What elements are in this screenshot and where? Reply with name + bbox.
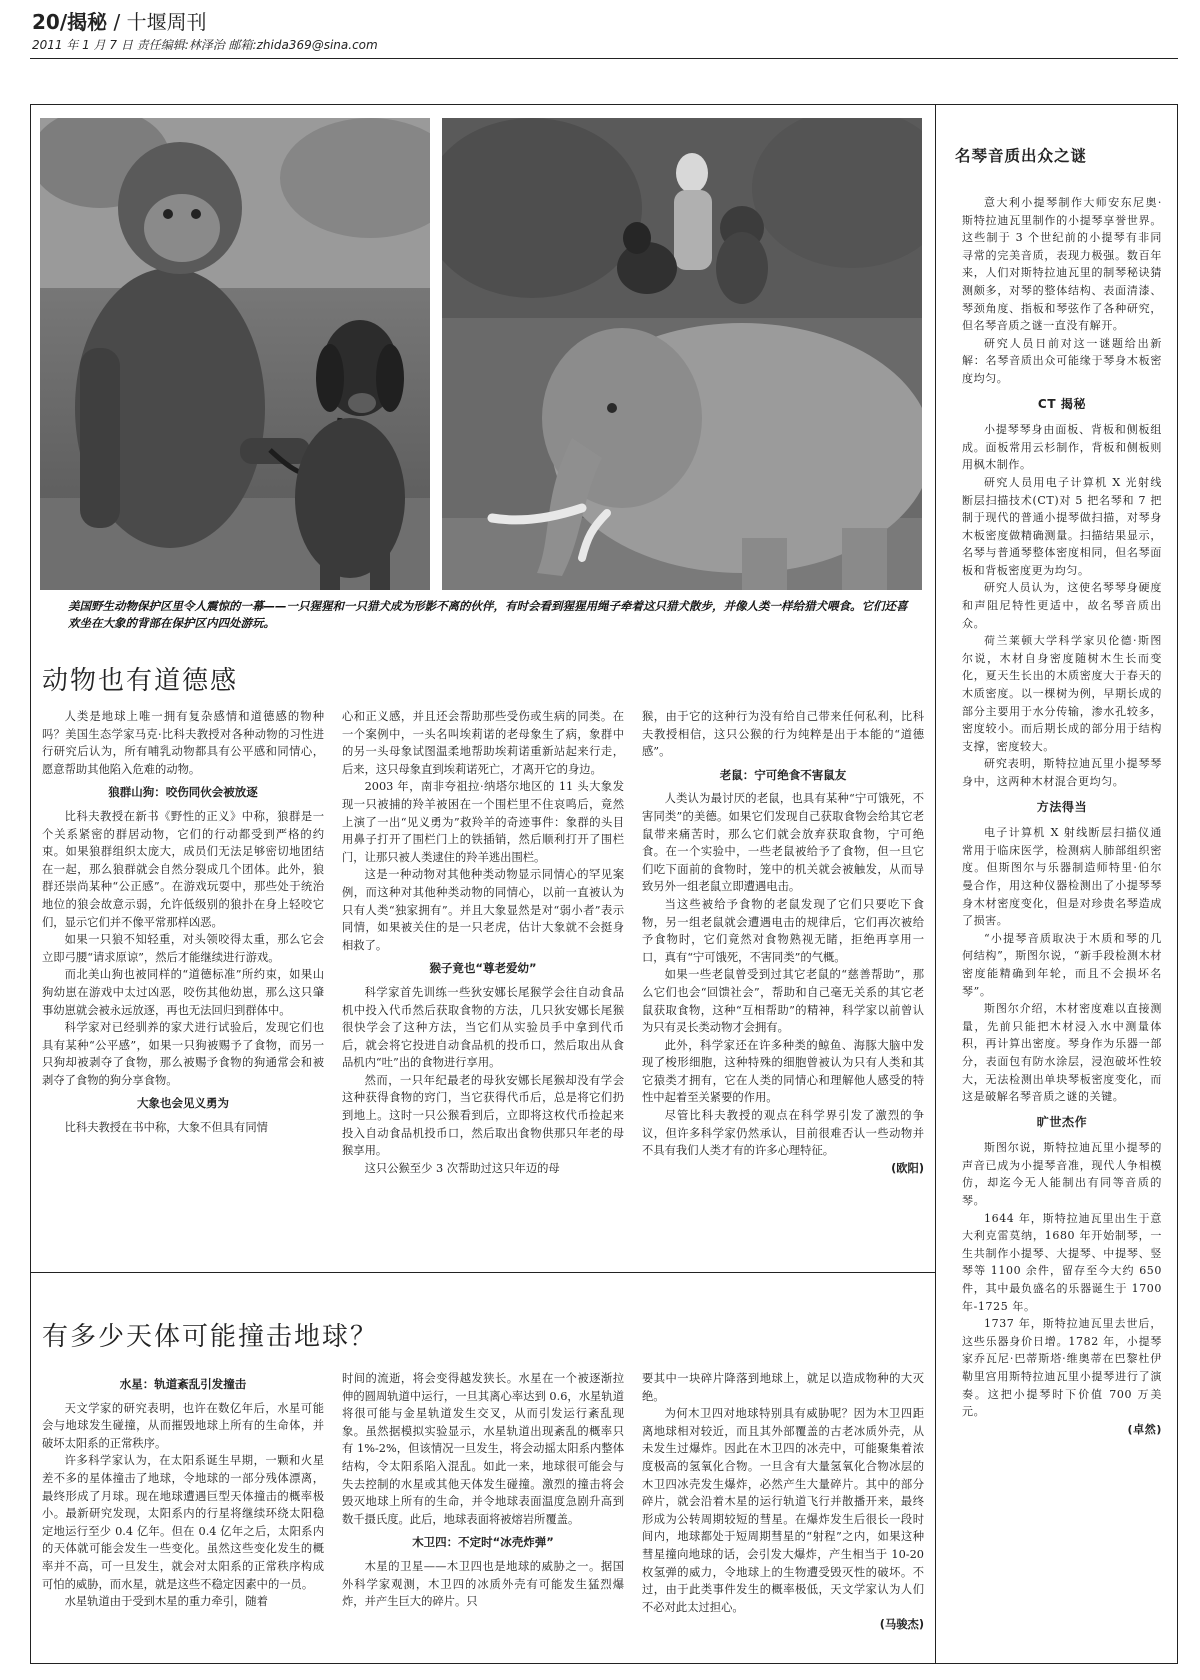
- paragraph: 荷兰莱顿大学科学家贝伦德·斯图尔说，木材自身密度随树木生长而变化，夏天生长出的木质密度大于春天的木质密度。以一棵树为例，早期长成的部分主要用于水分传输，渗水孔较多，密度较小。而后期长成的部分用于结构支撑，密度较大。: [962, 634, 1162, 753]
- subheading: 猴子竟也“尊老爱幼”: [429, 961, 537, 976]
- elephant-illustration: [442, 118, 922, 590]
- subheading: 旷世杰作: [1036, 1114, 1088, 1129]
- sidebar-title: 名琴音质出众之谜: [955, 147, 1088, 165]
- paragraph: 2003 年，南非夸祖拉·纳塔尔地区的 11 头大象发现一只被捕的羚羊被困在一个围栏里不住哀鸣后，竟然上演了一出“见义勇为”救羚羊的奇迹事件：象群的头目用鼻子打开了围栏门上的铁插销，然后顺利打开了围栏门，让那只被人类逮住的羚羊逃出围栏。: [342, 780, 624, 864]
- paragraph: 研究人员用电子计算机 X 光射线断层扫描技术(CT)对 5 把名琴和 7 把制于现代的普通小提琴做扫描，对琴身木板密度做精确测量。扫描结果显示，名琴与普通琴整体密度相同，但名琴面板和背板密度更为均匀。: [962, 475, 1162, 577]
- paragraph: 而北美山狗也被同样的“道德标准”所约束，如果山狗幼崽在游戏中太过凶恶，咬伤其他幼崽，那么这只肇事幼崽就会被永远放逐，再也无法回归到群体中。: [42, 968, 324, 1017]
- page-number: 20/: [32, 10, 68, 34]
- photo-caption: 美国野生动物保护区里令人震惊的一幕——一只猩猩和一只猎犬成为形影不离的伙伴，有时会看到猩猩用绳子牵着这只猎犬散步，并像人类一样给猎犬喂食。它们还喜欢坐在大象的背部在保护区内四处游玩。: [68, 599, 908, 630]
- article2-column-1: [42, 1370, 324, 1655]
- publication-name: 十堰周刊: [126, 10, 207, 34]
- article-divider: [30, 1272, 935, 1273]
- paragraph: 猴，由于它的这种行为没有给自己带来任何私利，比科夫教授相信，这只公猴的行为纯粹是出于本能的“道德感”。: [642, 710, 924, 759]
- subheading: 方法得当: [1036, 799, 1088, 814]
- paragraph: 研究人员认为，这使名琴琴身硬度和声阻尼特性更适中，故名琴音质出众。: [962, 581, 1162, 630]
- article1-column-1: [42, 708, 324, 1263]
- paragraph: 当这些被给予食物的老鼠发现了它们只要吃下食物，另一组老鼠就会遭遇电击的规律后，它们再次被给予食物时，它们竟然对食物熟视无睹，拒绝再享用一口，真有“宁可饿死，不害同类”的气概。: [642, 897, 924, 964]
- paragraph: 这是一种动物对其他种类动物显示同情心的罕见案例，而这种对其他种类动物的同情心，以前一直被认为只有人类“独家拥有”。并且大象显然是对“弱小者”表示同情，如果被关住的是一只老虎，估计大象就不会挺身相救了。: [342, 868, 624, 952]
- paragraph: 水星轨道由于受到木星的重力牵引，随着: [64, 1595, 268, 1609]
- paragraph: 科学家对已经驯养的家犬进行试验后，发现它们也具有某种“公平感”，如果一只狗被赐予了食物，而另一只狗却被剥夺了食物，那么被赐予食物的狗通常会和被剥夺了食物的狗分享食物。: [42, 1021, 324, 1087]
- paragraph: 此外，科学家还在许多种类的鲸鱼、海豚大脑中发现了梭形细胞，这种特殊的细胞曾被认为只有人类和其它猿类才拥有，它在人类的同情心和理解他人感受的特性中起着至关紧要的作用。: [642, 1038, 924, 1105]
- paragraph: 科学家首先训练一些狄安娜长尾猴学会往自动食品机中投入代币然后获取食物的方法，几只狄安娜长尾猴很快学会了这种方法，当它们从实验员手中拿到代币后，就会将它投进自动食品机的投币口，然后取出从食品机内“吐”出的食物进行享用。: [342, 985, 624, 1070]
- paragraph: 要其中一块碎片降落到地球上，就足以造成物种的大灭绝。: [642, 1372, 924, 1403]
- paragraph: 电子计算机 X 射线断层扫描仪通常用于临床医学，检测病人肺部组织密度。但斯图尔与乐器制造师特里·伯尔曼合作，用这种仪器检测出了小提琴琴身木材密度变化，但是对珍贵名琴造成了损害。: [962, 826, 1162, 928]
- paragraph: 斯图尔说，斯特拉迪瓦里小提琴的声音已成为小提琴音准，现代人争相模仿，却迄今无人能制出有同等音质的琴。: [962, 1141, 1162, 1208]
- masthead-separator: /: [107, 10, 127, 34]
- subheading: 老鼠：宁可绝食不害鼠友: [719, 767, 847, 782]
- author-byline: (卓然): [1127, 1422, 1162, 1436]
- paragraph: 小提琴琴身由面板、背板和侧板组成。面板常用云杉制作，背板和侧板则用枫木制作。: [962, 423, 1162, 472]
- paragraph: 比科夫教授在新书《野性的正义》中称，狼群是一个关系紧密的群居动物，它们的行动都受到严格的约束。如果狼群组织太庞大，成员们无法足够密切地团结在一起，那么狼群就会自然分裂成几个团体。此外，狼群还崇尚某种“公正感”。在游戏玩耍中，那些处于统治地位的狼会故意示弱，允许低级别的狼扑在身上轻咬它们，显示它们并不像平常那样凶恶。: [42, 809, 324, 929]
- paragraph: 1644 年，斯特拉迪瓦里出生于意大利克雷莫纳，1680 年开始制琴，一生共制作小提琴、大提琴、中提琴、竖琴等 1100 余件，留存至今大约 650 件，其中最负盛名的乐器诞生于 1700 年-1725 年。: [962, 1211, 1162, 1313]
- paragraph: 1737 年，斯特拉迪瓦里去世后，这些乐器身价日增。1782 年，小提琴家乔瓦尼·巴蒂斯塔·维奥蒂在巴黎杜伊勒里宫用斯特拉迪瓦里小提琴进行了演奏。这把小提琴时下价值 700 万美元。: [962, 1317, 1162, 1419]
- paragraph: 尽管比科夫教授的观点在科学界引发了激烈的争议，但许多科学家仍然承认，目前很难否认一些动物并不具有我们人类才有的许多心理特征。: [642, 1109, 924, 1158]
- paragraph: 然而，一只年纪最老的母狄安娜长尾猴却没有学会这种获得食物的窍门，当它获得代币后，总是将它们扔到地上。这时一只公猴看到后，立即将这枚代币捡起来投入自动食品机投币口，然后取出食物供那只年老的母猴享用。: [342, 1073, 624, 1158]
- paragraph: 时间的流逝，将会变得越发狭长。水星在一个被逐渐拉伸的圆周轨道中运行，一旦其离心率达到 0.6，水星轨道将很可能与金星轨道发生交叉，从而引发运行紊乱现象。虽然据模拟实验显示，水星轨道出现紊乱的概率只有 1%-2%，但该情况一旦发生，将会动摇太阳系内整体结构，令太阳系陷入混乱。如此一来，地球很可能会与失去控制的水星或其他天体发生碰撞。激烈的撞击将会毁灭地球上所有的生命，并令地球表面温度急剧升高到数千摄氏度。此后，地球表面将被熔岩所覆盖。: [342, 1372, 624, 1526]
- section-name: 揭秘: [67, 10, 108, 34]
- paragraph: 如果一只狼不知轻重，对头领咬得太重，那么它会立即弓腰“请求原谅”，然后才能继续进行游戏。: [42, 933, 324, 964]
- paragraph: 比科夫教授在书中称，大象不但具有同情: [64, 1121, 268, 1135]
- subheading: 大象也会见义勇为: [137, 1096, 229, 1111]
- orangutan-dog-illustration: [40, 118, 430, 590]
- photo-elephant-riders: [442, 118, 922, 590]
- paragraph: 为何木卫四对地球特别具有威胁呢？因为木卫四距离地球相对较近，而且其外部覆盖的古老冰质外壳，从未发生过爆炸。因此在木卫四的冰壳中，可能聚集着浓度极高的氢氧化合物。一旦含有大量氢氧化合物冰层的木卫四冰壳发生爆炸，必然产生大量碎片。其中的部分碎片，就会沿着木星的运行轨道飞行并散播开来，最终形成为公转周期较短的彗星。在爆炸发生后很长一段时间内，地球都处于短周期彗星的“射程”之内，如果这种彗星撞向地球的话，会引发大爆炸，产生相当于 10-20 枚氢弹的威力，令地球上的生物遭受毁灭性的破坏。不过，由于此类事件发生的概率极低，天文学家认为人们不必对此太过担心。: [642, 1407, 924, 1614]
- paragraph: “小提琴音质取决于木质和琴的几何结构”，斯图尔说，“新手段检测木材密度能精确到年轮，而且不会损坏名琴”。: [962, 931, 1162, 998]
- article1-column-2: [342, 708, 624, 1263]
- article2-column-2: [342, 1370, 624, 1655]
- paragraph: 木星的卫星——木卫四也是地球的威胁之一。据国外科学家观测，木卫四的冰质外壳有可能发生猛烈爆炸，并产生巨大的碎片。只: [342, 1559, 624, 1609]
- author-byline: (马骏杰): [879, 1618, 924, 1632]
- paragraph: 斯图尔介绍，木材密度难以直接测量，先前只能把木材浸入水中测量体积，再计算出密度。琴身作为乐器一部分，表面包有防水涂层，浸泡破坏性较大，无法检测出单块琴板密度变化，而这是破解名琴音质之谜的关键。: [962, 1002, 1162, 1104]
- paragraph: 研究人员日前对这一谜题给出新解：名琴音质出众可能缘于琴身木板密度均匀。: [962, 336, 1162, 385]
- author-byline: (欧阳): [891, 1161, 924, 1175]
- paragraph: 许多科学家认为，在太阳系诞生早期，一颗和火星差不多的星体撞击了地球，令地球的一部分残体漂离，最终形成了月球。现在地球遭遇巨型天体撞击的概率极小。最新研究发现，太阳系内的行星将继续环绕太阳稳定地运行至少 0.4 亿年。但在 0.4 亿年之后，太阳系内的天体就可能会发生一些变化。虽然这些变化发生的概率并不高，可一旦发生，就会对太阳系的正常秩序构成可怕的威胁，而水星，就是这些不稳定因素中的一员。: [42, 1454, 324, 1591]
- paragraph: 意大利小提琴制作大师安东尼奥·斯特拉迪瓦里制作的小提琴享誉世界。这些制于 3 个世纪前的小提琴有非同寻常的完美音质，表现力极强。数百年来，人们对斯特拉迪瓦里的制琴秘诀猜测颇多，对琴的整体结构、表面清漆、琴颈角度、指板和琴弦作了各种研究，但名琴音质之谜一直没有解开。: [962, 196, 1162, 333]
- paragraph: 这只公猴至少 3 次帮助过这只年迈的母: [364, 1161, 560, 1175]
- masthead-rule: [30, 58, 1178, 59]
- paragraph: 人类是地球上唯一拥有复杂感情和道德感的物种吗？美国生态学家马克·比科夫教授对各种动物的习性进行研究后认为，所有哺乳动物都具有公平感和同情心，愿意帮助其他陷入危难的动物。: [42, 710, 324, 776]
- article2-headline: 有多少天体可能撞击地球？: [42, 1322, 379, 1352]
- dateline: 2011 年 1 月 7 日 责任编辑:林泽治 邮箱:zhida369@sina.com: [32, 38, 378, 52]
- sidebar-body: [962, 194, 1162, 1656]
- paragraph: 研究表明，斯特拉迪瓦里小提琴琴身中，这两种木材混合更均匀。: [962, 757, 1162, 788]
- paragraph: 天文学家的研究表明，也许在数亿年后，水星可能会与地球发生碰撞，从而摧毁地球上所有的生命体，并破坏太阳系的正常秩序。: [42, 1401, 324, 1450]
- paragraph: 如果一些老鼠曾受到过其它老鼠的“慈善帮助”，那么它们也会“回馈社会”，帮助和自己毫无关系的其它老鼠获取食物，这种“互相帮助”的精神，科学家以前曾认为只有灵长类动物才会拥有。: [642, 968, 924, 1035]
- paragraph: 人类认为最讨厌的老鼠，也具有某种“宁可饿死，不害同类”的美德。如果它们发现自己获取食物会给其它老鼠带来痛苦时，那么它们就会放弃获取食物，宁可绝食。在一个实验中，一些老鼠被给予了食物，但一旦它们吃下面前的食物时，笼中的机关就会被触发，从而导致另外一组老鼠立即遭遇电击。: [642, 792, 924, 894]
- subheading: 水星：轨道紊乱引发撞击: [119, 1377, 247, 1391]
- article2-column-3: [642, 1370, 924, 1655]
- masthead: [32, 6, 207, 35]
- subheading: 狼群山狗：咬伤同伙会被放逐: [108, 785, 258, 800]
- photo-orangutan-dog: [40, 118, 430, 590]
- subheading: CT 揭秘: [1037, 396, 1087, 411]
- article1-column-3: [642, 708, 924, 1263]
- sidebar-divider: [935, 104, 936, 1664]
- article1-headline: 动物也有道德感: [42, 666, 239, 696]
- paragraph: 心和正义感，并且还会帮助那些受伤或生病的同类。在一个案例中，一头名叫埃莉诺的老母象生了病，象群中的另一头母象试图温柔地帮助埃莉诺重新站起来行走，后来，这只母象直到埃莉诺死亡，才离开它的身边。: [342, 710, 624, 776]
- subheading: 木卫四：不定时“冰壳炸弹”: [412, 1535, 554, 1550]
